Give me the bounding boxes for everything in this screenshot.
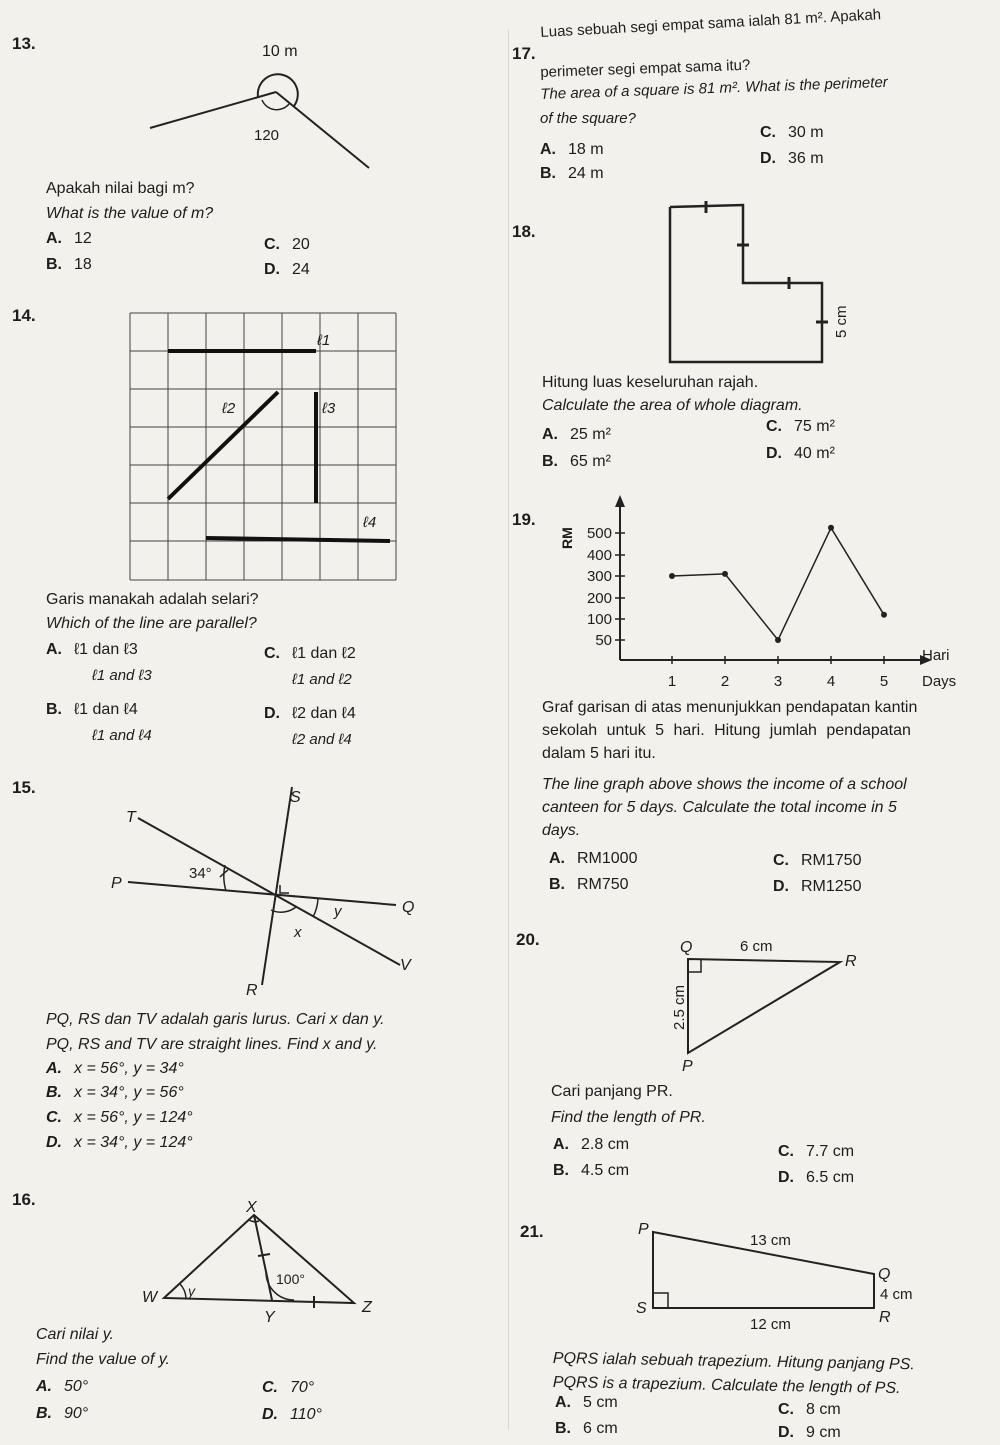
q19-option-b[interactable]: B. RM750 — [549, 876, 629, 893]
q15-label-v: V — [400, 957, 411, 974]
q14-question-en: Which of the line are parallel? — [46, 615, 257, 632]
q17-option-b-text: 24 m — [568, 165, 604, 182]
q13-option-d[interactable]: D. 24 — [264, 261, 310, 278]
q13-question-ms: Apakah nilai bagi m? — [46, 180, 195, 197]
q14-label-l4: ℓ4 — [363, 514, 377, 531]
q19-option-d[interactable]: D. RM1250 — [773, 878, 862, 895]
q19-x-axis-label-ms: Hari — [922, 647, 950, 664]
q21-label-s: S — [636, 1300, 647, 1317]
q17-question-ms-2: perimeter segi empat sama itu? — [540, 56, 751, 81]
q19-y-tick-label: 500 — [586, 525, 612, 542]
q13-option-c[interactable]: C. 20 — [264, 236, 310, 253]
q14-option-c[interactable]: C. ℓ1 dan ℓ2 — [264, 645, 356, 662]
q16-option-b-text: 90° — [64, 1405, 89, 1422]
q15-question-ms: PQ, RS dan TV adalah garis lurus. Cari x dan y. — [46, 1011, 385, 1028]
q16-option-c[interactable]: C. 70° — [262, 1379, 315, 1396]
q15-option-d-text: x = 34°, y = 124° — [74, 1134, 193, 1151]
q20-option-c[interactable]: C. 7.7 cm — [778, 1143, 855, 1160]
q15-option-d[interactable]: D. x = 34°, y = 124° — [46, 1134, 193, 1151]
q20-option-b-text: 4.5 cm — [581, 1162, 630, 1179]
q14-option-c-en: ℓ1 and ℓ2 — [292, 671, 352, 688]
q18-number: 18. — [512, 222, 536, 241]
q20-question-ms: Cari panjang PR. — [551, 1083, 673, 1100]
q16-option-d-text: 110° — [290, 1406, 322, 1423]
q19-ticks — [587, 525, 888, 690]
q20-label-r: R — [845, 953, 857, 970]
q18-question-ms: Hitung luas keseluruhan rajah. — [542, 374, 759, 391]
q15-label-q: Q — [402, 899, 415, 916]
q20-label-side: 2.5 cm — [671, 984, 688, 1030]
q16-label-z: Z — [362, 1299, 372, 1316]
q20-question-en: Find the length of PR. — [551, 1109, 706, 1126]
q16-option-a-text: 50° — [64, 1378, 89, 1395]
q19-x-tick-label: 2 — [720, 673, 730, 690]
q14-option-a-ms: ℓ1 dan ℓ3 — [74, 641, 138, 658]
q14-option-d-ms: ℓ2 dan ℓ4 — [292, 705, 356, 722]
q16-option-a[interactable]: A. 50° — [36, 1378, 89, 1395]
q19-question-en-line-3: days. — [542, 822, 581, 839]
q18-question-en: Calculate the area of whole diagram. — [542, 397, 803, 414]
q20-label-p: P — [682, 1058, 693, 1075]
q13-option-c-text: 20 — [292, 236, 310, 253]
q21-option-b[interactable]: B. 6 cm — [555, 1420, 618, 1437]
q17-option-a-text: 18 m — [568, 141, 604, 158]
q13-label-angle: 120 — [254, 127, 280, 144]
q19-data-point — [775, 637, 781, 643]
q15-option-b-text: x = 34°, y = 56° — [74, 1084, 184, 1101]
q19-x-axis-label-en: Days — [922, 673, 957, 690]
q19-option-c[interactable]: C. RM1750 — [773, 852, 862, 869]
q17-option-c[interactable]: C. 30 m — [760, 124, 824, 141]
q15-label-t: T — [126, 809, 136, 826]
q17-option-d-text: 36 m — [788, 150, 824, 167]
q17-question-en-1: The area of a square is 81 m². What is the perimeter — [540, 73, 889, 103]
q21-option-a[interactable]: A. 5 cm — [555, 1394, 618, 1411]
q19-y-tick-label: 400 — [586, 547, 612, 564]
q19-y-axis-arrow — [615, 495, 625, 507]
q20-option-c-text: 7.7 cm — [806, 1143, 855, 1160]
q19-question-en-line-2: canteen for 5 days. Calculate the total income in 5 — [542, 799, 897, 816]
q21-label-right: 4 cm — [880, 1286, 913, 1303]
q19-y-axis-label: RM — [559, 527, 575, 549]
q13-option-a[interactable]: A. 12 — [46, 230, 92, 247]
q19-option-d-text: RM1250 — [801, 878, 862, 895]
q19-series — [669, 525, 887, 643]
q16-label-x: X — [246, 1199, 257, 1216]
q13-option-b[interactable]: B. 18 — [46, 256, 92, 273]
q19-number: 19. — [512, 510, 536, 529]
q19-y-tick-label: 200 — [586, 590, 612, 607]
q19-option-c-text: RM1750 — [801, 852, 862, 869]
q13-question-en: What is the value of m? — [46, 205, 214, 222]
q14-option-d-en: ℓ2 and ℓ4 — [292, 731, 352, 748]
q14-option-a[interactable]: A. ℓ1 dan ℓ3 — [46, 641, 138, 658]
q21-option-b-text: 6 cm — [583, 1420, 618, 1437]
q15-option-b[interactable]: B. x = 34°, y = 56° — [46, 1084, 184, 1101]
q16-label-angle: 100° — [276, 1271, 305, 1287]
q14-option-b[interactable]: B. ℓ1 dan ℓ4 — [46, 701, 138, 718]
q19-option-a-text: RM1000 — [577, 850, 638, 867]
q21-label-q: Q — [878, 1266, 891, 1283]
q14-label-l3: ℓ3 — [322, 400, 336, 417]
q17-question-en-2: of the square? — [540, 110, 636, 127]
q21-option-c-text: 8 cm — [806, 1401, 841, 1418]
q21-option-d[interactable]: D. 9 cm — [778, 1424, 841, 1441]
q18-option-b-text: 65 m² — [570, 453, 611, 470]
q17-option-d[interactable]: D. 36 m — [760, 150, 824, 167]
q15-question-en: PQ, RS and TV are straight lines. Find x and y. — [46, 1036, 378, 1053]
q21-question-en: PQRS is a trapezium. Calculate the length of PS. — [552, 1374, 901, 1398]
q20-label-q: Q — [680, 939, 693, 956]
q18-option-a[interactable]: A. 25 m² — [542, 426, 611, 443]
q21-label-r: R — [879, 1309, 891, 1326]
q14-option-b-en: ℓ1 and ℓ4 — [92, 727, 152, 744]
q13-option-d-text: 24 — [292, 261, 310, 278]
q18-option-d[interactable]: D. 40 m² — [766, 445, 835, 462]
q19-x-tick-label: 1 — [667, 673, 677, 690]
q16-question-en: Find the value of y. — [36, 1351, 170, 1368]
q15-number: 15. — [12, 778, 36, 797]
q19-question-en — [542, 773, 992, 842]
q21-option-d-text: 9 cm — [806, 1424, 841, 1441]
column-divider — [508, 30, 509, 1430]
q16-question-ms: Cari nilai y. — [36, 1326, 114, 1343]
q16-number: 16. — [12, 1190, 36, 1209]
q15-label-s: S — [290, 789, 301, 806]
q20-option-d-text: 6.5 cm — [806, 1169, 855, 1186]
q18-side-label: 5 cm — [833, 305, 850, 338]
q16-label-w: W — [142, 1289, 158, 1306]
q15-label-r: R — [246, 982, 258, 999]
q15-option-a[interactable]: A. x = 56°, y = 34° — [46, 1060, 184, 1077]
q17-number: 17. — [512, 44, 536, 63]
q14-label-l2: ℓ2 — [222, 400, 236, 417]
q15-label-p: P — [111, 875, 122, 892]
q21-label-p: P — [638, 1221, 649, 1238]
q19-question-ms-line-3: dalam 5 hari itu. — [542, 745, 656, 762]
q14-number: 14. — [12, 306, 36, 325]
q14-option-d[interactable]: D. ℓ2 dan ℓ4 — [264, 705, 356, 722]
q16-label-y: Y — [264, 1309, 275, 1326]
q19-x-tick-label: 4 — [826, 673, 836, 690]
q15-option-c[interactable]: C. x = 56°, y = 124° — [46, 1109, 193, 1126]
q20-number: 20. — [516, 930, 540, 949]
q21-option-c[interactable]: C. 8 cm — [778, 1401, 841, 1418]
q15-label-angle: 34° — [189, 865, 212, 882]
q19-x-tick-label: 3 — [773, 673, 783, 690]
q16-label-angle-y: y — [188, 1283, 195, 1299]
q19-y-tick-label: 50 — [595, 632, 612, 649]
q18-option-c-text: 75 m² — [794, 418, 835, 435]
q13-label-top: 10 m — [262, 43, 298, 60]
q18-option-d-text: 40 m² — [794, 445, 835, 462]
q19-x-tick-label: 5 — [879, 673, 889, 690]
q15-label-x: x — [294, 924, 302, 941]
q20-label-top: 6 cm — [740, 938, 773, 955]
q17-option-b[interactable]: B. 24 m — [540, 165, 604, 182]
q14-option-a-en: ℓ1 and ℓ3 — [92, 667, 152, 684]
q19-y-tick-label: 100 — [586, 611, 612, 628]
q18-option-b[interactable]: B. 65 m² — [542, 453, 611, 470]
q19-question-ms-line-2: sekolah untuk 5 hari. Hitung jumlah pendapatan — [542, 722, 911, 739]
q19-y-tick-label: 300 — [586, 568, 612, 585]
q13-number: 13. — [12, 34, 36, 53]
q17-option-c-text: 30 m — [788, 124, 824, 141]
q14-option-c-ms: ℓ1 dan ℓ2 — [292, 645, 356, 662]
q19-axes — [615, 495, 932, 665]
q16-option-d[interactable]: D. 110° — [262, 1406, 322, 1423]
q21-label-bottom: 12 cm — [750, 1316, 791, 1333]
q20-option-d[interactable]: D. 6.5 cm — [778, 1169, 855, 1186]
q19-option-a[interactable]: A. RM1000 — [549, 850, 638, 867]
q15-option-c-text: x = 56°, y = 124° — [74, 1109, 193, 1126]
q15-option-a-text: x = 56°, y = 34° — [74, 1060, 184, 1077]
q19-option-b-text: RM750 — [577, 876, 629, 893]
q14-label-l1: ℓ1 — [317, 332, 331, 349]
q21-number: 21. — [520, 1222, 544, 1241]
q19-question-ms-line-1: Graf garisan di atas menunjukkan pendapatan kantin — [542, 699, 918, 716]
q21-label-top: 13 cm — [750, 1232, 791, 1249]
q21-question-ms: PQRS ialah sebuah trapezium. Hitung panjang PS. — [552, 1350, 915, 1374]
q16-option-b[interactable]: B. 90° — [36, 1405, 89, 1422]
q14-option-b-ms: ℓ1 dan ℓ4 — [74, 701, 138, 718]
q19-data-point — [828, 525, 834, 531]
q13-option-a-text: 12 — [74, 230, 92, 247]
q19-data-point — [722, 571, 728, 577]
q20-option-a[interactable]: A. 2.8 cm — [553, 1136, 630, 1153]
q21-option-a-text: 5 cm — [583, 1394, 618, 1411]
q19-data-point — [881, 612, 887, 618]
q20-option-a-text: 2.8 cm — [581, 1136, 630, 1153]
q19-series-line — [672, 528, 884, 640]
q18-option-a-text: 25 m² — [570, 426, 611, 443]
q19-question-en-line-1: The line graph above shows the income of a school — [542, 776, 907, 793]
q19-data-point — [669, 573, 675, 579]
q16-option-c-text: 70° — [290, 1379, 315, 1396]
q13-option-b-text: 18 — [74, 256, 92, 273]
q14-question-ms: Garis manakah adalah selari? — [46, 591, 259, 608]
q17-option-a[interactable]: A. 18 m — [540, 141, 604, 158]
q19-question-ms — [542, 696, 992, 765]
q15-label-y: y — [334, 903, 342, 920]
q18-option-c[interactable]: C. 75 m² — [766, 418, 835, 435]
q17-question-ms-1: Luas sebuah segi empat sama ialah 81 m². Apakah — [540, 6, 882, 41]
q20-option-b[interactable]: B. 4.5 cm — [553, 1162, 630, 1179]
